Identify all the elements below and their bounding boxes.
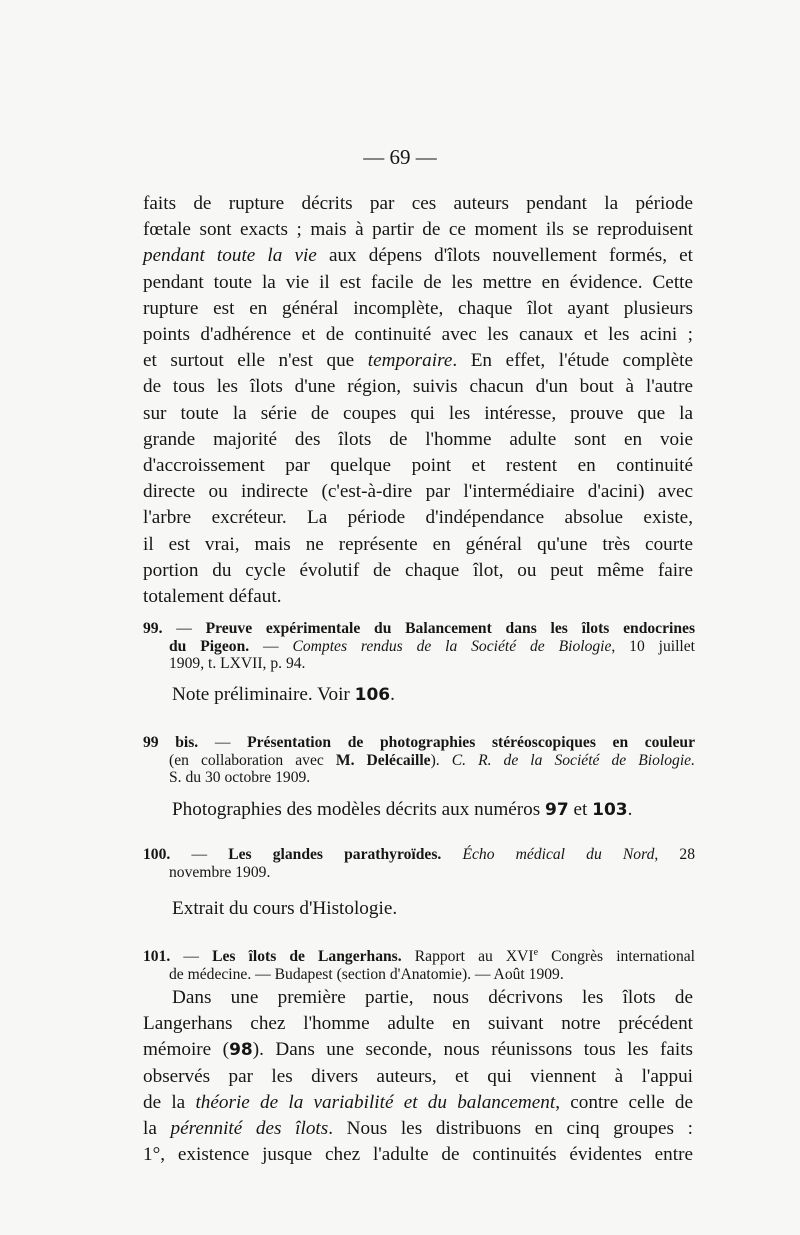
- cross-reference: 98: [229, 1040, 253, 1061]
- bibliography-entry-99bis: [143, 734, 695, 787]
- text-line: points d'adhérence et de continuité avec les canaux et les acini ;: [143, 324, 693, 346]
- paragraph-continuation: [143, 191, 693, 610]
- entry-number: 99 bis.: [143, 734, 199, 751]
- entry-source: Écho médical du Nord: [462, 846, 655, 863]
- entry-title-line: 100. — Les glandes parathyroïdes. Écho médical du Nord, 28: [143, 846, 696, 863]
- entry-title-line: du Pigeon. — Comptes rendus de la Société de Biologie, 10 juillet: [169, 637, 695, 655]
- text-line: de tous les îlots d'une région, suivis chacun d'un bout à l'autre: [143, 376, 693, 398]
- entry-note-99bis: Photographies des modèles décrits aux numéros 97 et 103.: [172, 799, 633, 820]
- text-line: l'arbre excréteur. La période d'indépendance absolue existe,: [143, 507, 693, 529]
- entry-reference: 1909, t. LXVII, p. 94.: [169, 655, 306, 672]
- entry-title-line: 99. — Preuve expérimentale du Balancement dans les îlots endocrines: [143, 620, 696, 637]
- bibliography-entry-99: [143, 620, 695, 673]
- paragraph-summary: Dans une première partie, nous décrivons les îlots de Langerhans chez l'homme adulte en suivant notre précédent mémoire (98). Dans une seconde, nous réunissons tous les faits observés par les divers auteurs, et qui viennent à l'appui de la théorie de la variabilité et du balancement, contre celle de la pérennité des îlots. Nous les distribuons en cinq groupes : 1°, existence jusque chez l'adulte de continuités évidentes entre: [143, 987, 693, 1166]
- entry-reference: de médecine. — Budapest (section d'Anatomie). — Août 1909.: [169, 965, 564, 983]
- text-line: directe ou indirecte (c'est-à-dire par l'intermédiaire d'acini) avec: [143, 481, 693, 503]
- entry-note-100: Extrait du cours d'Histologie.: [172, 898, 398, 919]
- text-line: grande majorité des îlots de l'homme adulte sont en voie: [143, 428, 693, 450]
- entry-source: C. R. de la Société de Biologie.: [451, 751, 695, 769]
- entry-number: 100.: [143, 846, 171, 863]
- entry-title-line: (en collaboration avec M. Delécaille). C. R. de la Société de Biologie.: [169, 751, 695, 769]
- entry-title: Preuve expérimentale du Balancement dans les îlots endocrines: [205, 620, 696, 637]
- bibliography-entry-101: [143, 944, 695, 983]
- text-line: pendant toute la vie aux dépens d'îlots nouvellement formés, et: [143, 245, 693, 267]
- cross-reference: 106: [354, 685, 391, 705]
- text-line: totalement défaut.: [143, 586, 282, 608]
- entry-reference: S. du 30 octobre 1909.: [169, 769, 311, 786]
- text-line: sur toute la série de coupes qui les intéresse, prouve que la: [143, 402, 693, 424]
- entry-number: 101.: [143, 948, 171, 966]
- bibliography-entry-100: [143, 846, 695, 881]
- entry-title-line: 101. — Les îlots de Langerhans. Rapport au XVIe Congrès international: [143, 947, 695, 966]
- text-line: d'accroissement par quelque point et restent en continuité: [143, 455, 693, 477]
- text-line: pendant toute la vie il est facile de les mettre en évidence. Cette: [143, 271, 693, 293]
- text-line: faits de rupture décrits par ces auteurs pendant la période: [143, 193, 693, 214]
- text-line: rupture est en général incomplète, chaque îlot ayant plusieurs: [143, 297, 693, 319]
- text-line: portion du cycle évolutif de chaque îlot, ou peut même faire: [143, 559, 693, 581]
- text-line: fœtale sont exacts ; mais à partir de ce moment ils se reproduisent: [143, 219, 693, 241]
- entry-title: Présentation de photographies stéréoscopiques en couleur: [247, 734, 695, 751]
- text-line: il est vrai, mais ne représente en général qu'une très courte: [143, 533, 693, 555]
- cross-reference: 103: [592, 800, 628, 820]
- entry-title: Les glandes parathyroïdes.: [228, 846, 442, 863]
- entry-number: 99.: [143, 620, 163, 637]
- cross-reference: 97: [545, 800, 569, 820]
- page-number: — 69 —: [363, 145, 437, 169]
- entry-reference: novembre 1909.: [169, 863, 271, 881]
- text-line: et surtout elle n'est que temporaire. En effet, l'étude complète: [143, 350, 693, 372]
- entry-title: Les îlots de Langerhans.: [212, 948, 402, 966]
- entry-note-99: Note préliminaire. Voir 106.: [172, 684, 395, 705]
- entry-title-line: 99 bis. — Présentation de photographies stéréoscopiques en couleur: [143, 734, 695, 751]
- entry-source: Comptes rendus de la Société de Biologie: [292, 637, 612, 655]
